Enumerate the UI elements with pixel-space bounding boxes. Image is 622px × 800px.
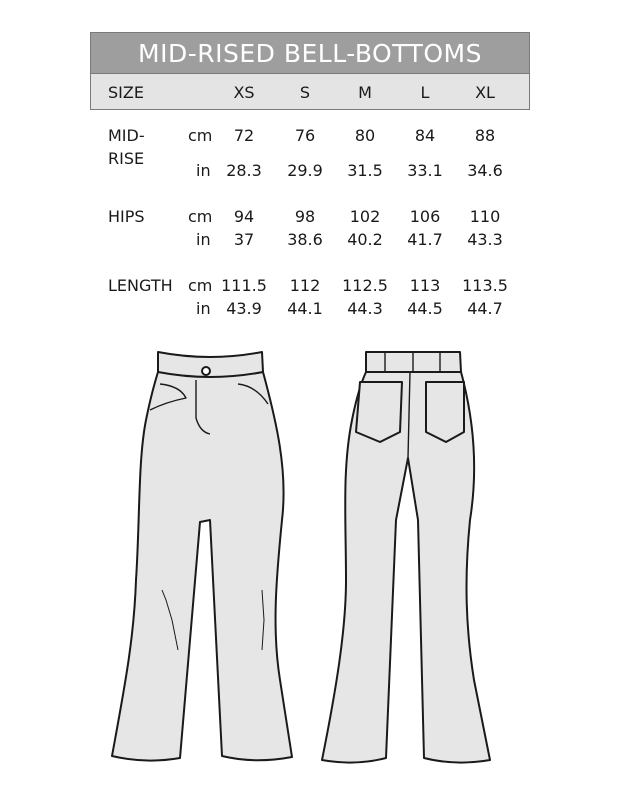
button-icon	[202, 367, 210, 375]
table-cell: 111.5	[221, 276, 267, 295]
table-cell: 28.3	[226, 161, 262, 180]
unit-cm: cm	[188, 276, 213, 295]
row-label-midrise-1: MID-	[108, 126, 145, 145]
size-label: SIZE	[108, 83, 144, 102]
table-cell: 84	[414, 126, 436, 145]
table-cell: 112.5	[342, 276, 388, 295]
table-cell: 29.9	[287, 161, 323, 180]
size-xl: XL	[475, 83, 495, 102]
unit-in: in	[196, 161, 211, 180]
row-label-length: LENGTH	[108, 276, 173, 295]
table-cell: 44.3	[347, 299, 383, 318]
table-cell: 102	[349, 207, 381, 226]
chart-title: MID-RISED BELL-BOTTOMS	[138, 38, 482, 68]
row-label-hips: HIPS	[108, 207, 145, 226]
table-cell: 44.7	[467, 299, 503, 318]
row-label-midrise-2: RISE	[108, 149, 145, 168]
front-view-pants	[112, 352, 292, 761]
table-cell: 34.6	[467, 161, 503, 180]
table-cell: 88	[474, 126, 496, 145]
table-cell: 40.2	[347, 230, 383, 249]
table-cell: 44.1	[287, 299, 323, 318]
size-l: L	[420, 83, 430, 102]
unit-in: in	[196, 230, 211, 249]
table-cell: 98	[294, 207, 316, 226]
table-cell: 38.6	[287, 230, 323, 249]
table-cell: 110	[469, 207, 501, 226]
table-cell: 113.5	[462, 276, 508, 295]
table-cell: 106	[409, 207, 441, 226]
unit-in: in	[196, 299, 211, 318]
table-cell: 41.7	[407, 230, 443, 249]
front-pants-outline	[112, 352, 292, 761]
table-cell: 112	[289, 276, 321, 295]
table-cell: 72	[233, 126, 255, 145]
table-cell: 33.1	[407, 161, 443, 180]
table-cell: 94	[233, 207, 255, 226]
unit-cm: cm	[188, 126, 213, 145]
table-cell: 44.5	[407, 299, 443, 318]
back-pocket-right	[426, 382, 464, 442]
table-cell: 43.9	[226, 299, 262, 318]
size-xs: XS	[233, 83, 255, 102]
back-pocket-left	[356, 382, 402, 442]
table-cell: 31.5	[347, 161, 383, 180]
size-s: S	[299, 83, 311, 102]
table-cell: 113	[409, 276, 441, 295]
table-cell: 37	[233, 230, 255, 249]
table-cell: 80	[354, 126, 376, 145]
size-m: M	[358, 83, 372, 102]
table-cell: 76	[294, 126, 316, 145]
back-view-pants	[322, 352, 490, 763]
unit-cm: cm	[188, 207, 213, 226]
table-cell: 43.3	[467, 230, 503, 249]
